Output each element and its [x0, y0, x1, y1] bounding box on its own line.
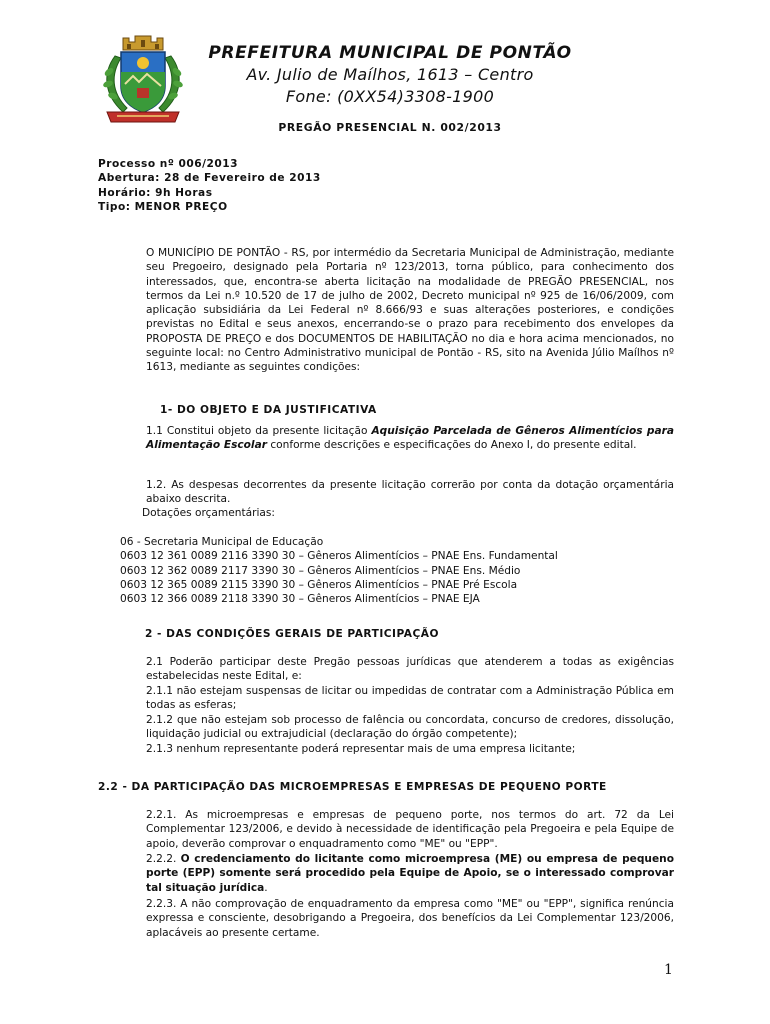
section2-item-2-1-1: 2.1.1 não estejam suspensas de licitar ou impedidas de contratar com a Administração Pública em todas as esferas;: [146, 685, 674, 712]
section2-item-2-1: 2.1 Poderão participar deste Pregão pessoas jurídicas que atenderem a todas as exigências estabelecidas neste Edital, e:: [146, 656, 674, 683]
budget-list: [120, 535, 680, 606]
tipo: Tipo: MENOR PREÇO: [98, 200, 228, 213]
item-1-1-suffix: conforme descrições e especificações do Anexo I, do presente edital.: [266, 439, 637, 452]
budget-line: 0603 12 366 0089 2118 3390 30 – Gêneros Alimentícios – PNAE EJA: [120, 593, 480, 606]
abertura-date: Abertura: 28 de Fevereiro de 2013: [98, 172, 321, 185]
section2-2-item-2: [98, 852, 674, 895]
processo-number: Processo nº 006/2013: [98, 158, 238, 170]
section2-heading: 2 - DAS CONDIÇÕES GERAIS DE PARTICIPAÇÃO: [145, 628, 439, 640]
section1-item-1-2: 1.2. As despesas decorrentes da presente licitação correrão por conta da dotação orçamentária abaixo descrita.: [146, 479, 674, 506]
item-2-2-2-emphasis: O credenciamento do licitante como microempresa (ME) ou empresa de pequeno porte (EPP) somente será procedido pela Equipe de Apoio, se o interessado comprovar tal situação jurídica: [146, 853, 674, 894]
municipality-phone: Fone: (0XX54)3308-1900: [285, 87, 495, 106]
horario: Horário: 9h Horas: [98, 186, 213, 199]
section2-2-heading: 2.2 - DA PARTICIPAÇÃO DAS MICROEMPRESAS E EMPRESAS DE PEQUENO PORTE: [98, 781, 607, 793]
section2-2-item-1: 2.2.1. As microempresas e empresas de pequeno porte, nos termos do art. 72 da Lei Complementar 123/2006, e devido à necessidade de identificação pela Pregoeira e pela Equipe de apoio, deverão comprovar o enquadramento como "ME" ou "EPP".: [146, 809, 674, 850]
item-2-2-2-end: .: [264, 881, 268, 894]
item-1-1-text: 1.1 Constitui objeto da presente licitação: [146, 425, 372, 437]
section1-item-1-1: [98, 424, 674, 453]
dotacoes-label: Dotações orçamentárias:: [142, 507, 275, 519]
budget-line: 0603 12 365 0089 2115 3390 30 – Gêneros Alimentícios – PNAE Pré Escola: [120, 578, 518, 591]
secretaria-line: 06 - Secretaria Municipal de Educação: [120, 536, 324, 548]
section2-2-item-3: 2.2.3. A não comprovação de enquadramento da empresa como "ME" ou "EPP", significa renúncia expressa e consciente, desobrigando a Pregoeira, dos benefícios da Lei Complementar 123/2006, aplacáveis ao presente certame.: [146, 898, 674, 939]
page-number: 1: [664, 962, 673, 978]
process-info: [98, 157, 321, 214]
crest-icon: [97, 32, 189, 126]
budget-line: 0603 12 362 0089 2117 3390 30 – Gêneros Alimentícios – PNAE Ens. Médio: [120, 564, 521, 577]
municipality-address: Av. Julio de Maílhos, 1613 – Centro: [246, 65, 534, 84]
budget-line: 0603 12 361 0089 2116 3390 30 – Gêneros Alimentícios – PNAE Ens. Fundamental: [120, 550, 558, 563]
item-1-1-object: Aquisição Parcelada de Gêneros Alimentícios para Alimentação Escolar: [146, 425, 674, 452]
section2-item-2-1-2: 2.1.2 que não estejam sob processo de falência ou concordata, concurso de credores, dissolução, liquidação judicial ou extrajudicial (declaração do órgão competente);: [146, 714, 674, 741]
letterhead: [190, 42, 590, 108]
section2-item-2-1-3: 2.1.3 nenhum representante poderá representar mais de uma empresa licitante;: [146, 743, 576, 755]
item-2-2-2-number: 2.2.2.: [146, 853, 181, 865]
intro-paragraph: O MUNICÍPIO DE PONTÃO - RS, por intermédio da Secretaria Municipal de Administração, mediante seu Pregoeiro, designado pela Portaria nº 123/2013, torna público, para conhecimento dos interessados, que, encontra-se aberta licitação na modalidade de PREGÃO PRESENCIAL, nos termos da Lei n.º 10.520 de 17 de julho de 2002, Decreto municipal nº 925 de 16/06/2009, com aplicação subsidiária da Lei Federal nº 8.666/93 e suas alterações posteriores, e condições previstas no Edital e seus anexos, encerrando-se o prazo para recebimento dos envelopes da PROPOSTA DE PREÇO e dos DOCUMENTOS DE HABILITAÇÃO no dia e hora acima mencionados, no seguinte local: no Centro Administrativo municipal de Pontão - RS, sito na Avenida Júlio Maílhos nº 1613, mediante as seguintes condições:: [146, 247, 674, 374]
section1-heading: 1- DO OBJETO E DA JUSTIFICATIVA: [160, 404, 377, 416]
municipality-title: PREFEITURA MUNICIPAL DE PONTÃO: [208, 43, 572, 63]
pregao-title: PREGÃO PRESENCIAL N. 002/2013: [278, 121, 502, 134]
